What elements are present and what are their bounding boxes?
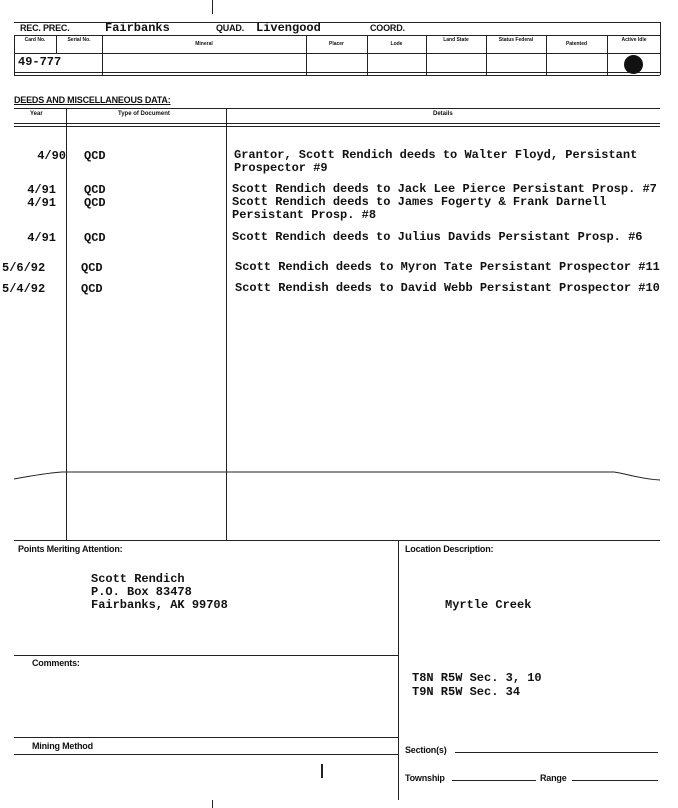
deed-details: Scott Rendich deeds to Jack Lee Pierce Persistant Prosp. #7 [232,182,657,196]
deed-type: QCD [81,282,103,296]
header-rule-2 [14,35,660,36]
col-divider [14,35,15,75]
deed-type: QCD [84,231,106,245]
deeds-head-rule-2 [14,126,660,127]
col-active-idle: Active Idle [621,37,647,43]
range-label: Range [540,773,567,783]
col-divider [607,35,608,75]
col-land-state: Land State [443,37,469,43]
deed-row [0,231,678,263]
col-divider [486,35,487,75]
mining-method-label: Mining Method [32,741,93,751]
deed-type: QCD [84,183,106,197]
quad-label: QUAD. [216,23,244,33]
col-mineral: Mineral [195,41,213,47]
location-place: Myrtle Creek [445,598,532,612]
township-field-line [452,780,536,781]
col-divider [367,35,368,75]
deed-row [0,149,678,181]
deed-row [0,196,678,228]
deeds-top-rule [14,108,660,109]
location-line-1: T8N R5W Sec. 3, 10 [412,671,542,685]
deeds-col-type: Type of Document [118,111,170,117]
range-field-line [572,780,658,781]
active-status-dot [624,55,643,74]
deed-date: 4/91 [27,196,56,210]
points-address-2: Fairbanks, AK 99708 [91,598,228,612]
rec-prec-label: REC. PREC. [20,23,70,33]
deeds-col-details: Details [433,111,453,117]
top-tick [212,0,213,14]
points-address-1: P.O. Box 83478 [91,585,192,599]
deed-details: Scott Rendish deeds to David Webb Persistant Prospector #10 [235,281,660,295]
mining-method-rule-2 [14,754,398,755]
location-line-2: T9N R5W Sec. 34 [412,685,521,699]
header-rule-4 [14,72,660,73]
deeds-section-title: DEEDS AND MISCELLANEOUS DATA: [14,95,171,105]
deed-type: QCD [81,261,103,275]
points-label: Points Meriting Attention: [18,544,123,554]
lower-center-divider [398,540,399,800]
deed-row [0,282,678,314]
col-card-no: Card No. [24,37,46,43]
card-number: 49-777 [18,55,62,69]
col-divider [546,35,547,75]
deed-details: Scott Rendich deeds to James Fogerty & Frank Darnell Persistant Prosp. #8 [232,195,607,222]
col-divider [306,35,307,75]
deed-date: 4/90 [37,149,66,163]
deed-details: Grantor, Scott Rendich deeds to Walter Floyd, Persistant Prospector #9 [234,148,638,175]
deeds-head-rule [14,123,660,124]
mining-method-rule [14,737,398,738]
bottom-tick [212,800,213,808]
points-name: Scott Rendich [91,572,185,586]
col-status-federal: Status Federal [498,37,534,43]
section-label: Section(s) [405,745,447,755]
rec-prec-value: Fairbanks [105,21,170,35]
col-serial-no: Serial No. [67,37,91,43]
location-label: Location Description: [405,544,494,554]
col-patented: Patented [565,41,588,47]
deed-details: Scott Rendich deeds to Myron Tate Persistant Prospector #11 [235,260,660,274]
deed-date: 5/6/92 [2,261,46,275]
col-divider [660,22,661,75]
coord-label: COORD. [370,23,405,33]
col-lode: Lode [390,41,403,47]
lower-top-rule [14,540,660,541]
col-divider [102,35,103,75]
deeds-col-year: Year [30,111,43,117]
header-rule-3 [14,53,660,54]
col-divider [56,35,57,53]
section-field-line [455,752,658,753]
deed-type: QCD [84,196,106,210]
deed-date: 4/91 [27,231,56,245]
deed-type: QCD [84,149,106,163]
col-placer: Placer [328,41,344,47]
township-label: Township [405,773,445,783]
page-crease-line [0,462,678,492]
header-rule-5 [14,75,660,76]
deed-date: 4/91 [27,183,56,197]
quad-value: Livengood [256,21,321,35]
stray-mark [321,764,323,778]
col-divider [426,35,427,75]
deed-date: 5/4/92 [2,282,46,296]
deed-details: Scott Rendich deeds to Julius Davids Persistant Prosp. #6 [232,230,643,244]
comments-label: Comments: [32,658,80,668]
comments-rule [14,655,398,656]
